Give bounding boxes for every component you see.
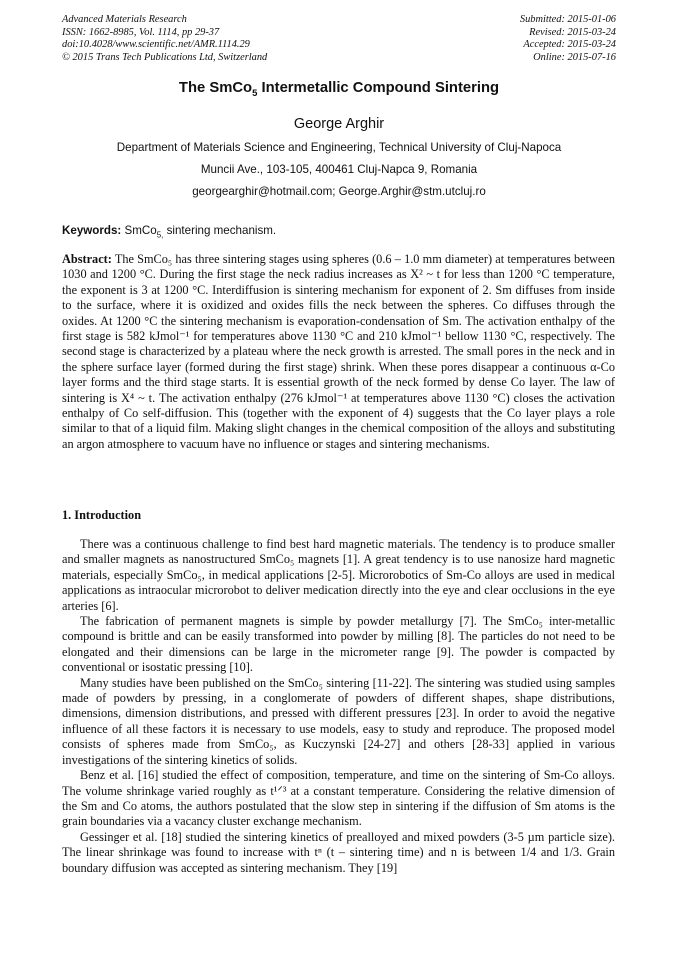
issn: ISSN: 1662-8985, Vol. 1114, pp 29-37: [62, 26, 220, 38]
online-date: Online: 2015-07-16: [533, 51, 616, 63]
affiliation-address: Muncii Ave., 103-105, 400461 Cluj-Napca 9, Romania: [200, 163, 478, 176]
abstract-text: The SmCo₅ has three sintering stages using spheres (0.6 – 1.0 mm diameter) at temperatures between 1030 and 1200 °C. During the first stage the neck radius increases as X² ~ t for less than 1200 °C temperature, the exponent is 3 at 1200 °C. Interdiffusion is sintering mechanism for exponent of 2. Sm diffuses from inside to the surface, where it is oxidized and oxides fills the neck between the spheres. Co diffuses through the oxides. At 1200 °C the sintering mechanism is evaporation-condensation of Sm. The activation enthalpy of the first stage is 582 kJmol⁻¹ for temperatures above 1130 °C and 210 kJmol⁻¹ bellow 1130 °C, respectively. The second stage is characterized by a plateau where the neck growth is arrested. The small pores in the neck and in the sphere surface layer (formed during the first stage) shrink. When these pores disappear a continuous α-Co layer forms and the third stage starts. It is essential growth of the neck formed by dense Co layer. The law of sintering is X⁴ ~ t. The activation enthalpy (276 kJmol⁻¹ at temperatures above 1130 °C) closes the activation enthalpy of Co self-diffusion. This (together with the exponent of 4) suggests that the Co layer plays a role similar to that of a liquid film. Making slight changes in the chemical composition of the alloys and substituting an argon atmosphere to vacuum have no influence or stages and sintering mechanisms.: [62, 252, 615, 451]
revised-date: Revised: 2015-03-24: [529, 26, 616, 38]
paragraph: There was a continuous challenge to find best hard magnetic materials. The tendency is to produce smaller and smaller magnets as nanostructured SmCo₅ magnets [1]. A great tendency is to use nanosize hard magnetic materials, especially SmCo₅, in medical applications [2-5]. Microrobotics of Sm-Co alloys are used in medical applications as intraocular microrobot to deliver medication directly into the eye and clear occlusions in the eye arteries [6].: [62, 537, 615, 613]
copyright: © 2015 Trans Tech Publications Ltd, Switzerland: [62, 51, 268, 63]
paper-title: [0, 80, 678, 99]
affiliation-email: georgearghir@hotmail.com; George.Arghir@stm.utcluj.ro: [192, 185, 486, 198]
section-heading: 1. Introduction: [62, 508, 142, 522]
doi: doi:10.4028/www.scientific.net/AMR.1114.29: [62, 39, 250, 51]
keywords-subscript: 5,: [156, 230, 164, 240]
paragraph: Gessinger et al. [18] studied the sintering kinetics of prealloyed and mixed powders (3-5 µm particle size). The linear shrinkage was found to increase with tⁿ (t – sintering time) and n is between 1/4 and 1/3. Grain boundary diffusion was accepted as sintering mechanism. They [19]: [62, 829, 615, 875]
author-name: George Arghir: [293, 116, 385, 132]
publication-info: [62, 14, 267, 64]
paragraph: The fabrication of permanent magnets is simple by powder metallurgy [7]. The SmCo₅ inter-metallic compound is brittle and can be easily transformed into powder by milling [8]. The particles do not need to be elongated and their dimensions can be large in the micrometer range [9]. The powder is compacted by conventional or isostatic pressing [10].: [62, 614, 615, 675]
title-subscript: 5: [252, 87, 258, 99]
paragraph: Benz et al. [16] studied the effect of composition, temperature, and time on the sintering of Sm-Co alloys. The volume shrinkage varied roughly as t¹ᐟ³ at a constant temperature. Considering the relative dimension of the Sm and Co atoms, the authors postulated that the slow step in sintering if the diffusion of Sm atoms is the grain boundaries via a vacancy cluster exchange mechanism.: [62, 768, 615, 829]
abstract: [62, 252, 615, 452]
accepted-date: Accepted: 2015-03-24: [523, 39, 616, 51]
abstract-label: Abstract:: [62, 252, 112, 266]
title-text: The SmCo: [178, 80, 253, 96]
affiliation-department: Department of Materials Science and Engineering, Technical University of Cluj-Napoca: [116, 141, 562, 154]
paragraph: Many studies have been published on the SmCo₅ sintering [11-22]. The sintering was studied using samples made of powders by pressing, in a conglomerate of powders of different shapes, shape distributions, dimensions, dimension distributions, and pressed with different pressures [23]. In order to avoid the negative influence of all these factors it is necessary to use models, easy to study and reproduce. The proposed model consists of spheres made from SmCo₅, as Kuczynski [24-27] and others [28-33] applied in various investigations of the sintering kinetics of solids.: [62, 675, 615, 767]
introduction-body: [62, 537, 615, 876]
keywords-label: Keywords:: [62, 224, 122, 237]
title-text-end: Intermetallic Compound Sintering: [257, 80, 500, 96]
keywords-text-end: sintering mechanism.: [163, 224, 277, 237]
keywords: [62, 224, 276, 239]
keywords-text: SmCo: [121, 224, 157, 237]
journal-name: Advanced Materials Research: [62, 14, 187, 25]
publication-dates: [520, 14, 616, 64]
submitted-date: Submitted: 2015-01-06: [519, 14, 616, 25]
